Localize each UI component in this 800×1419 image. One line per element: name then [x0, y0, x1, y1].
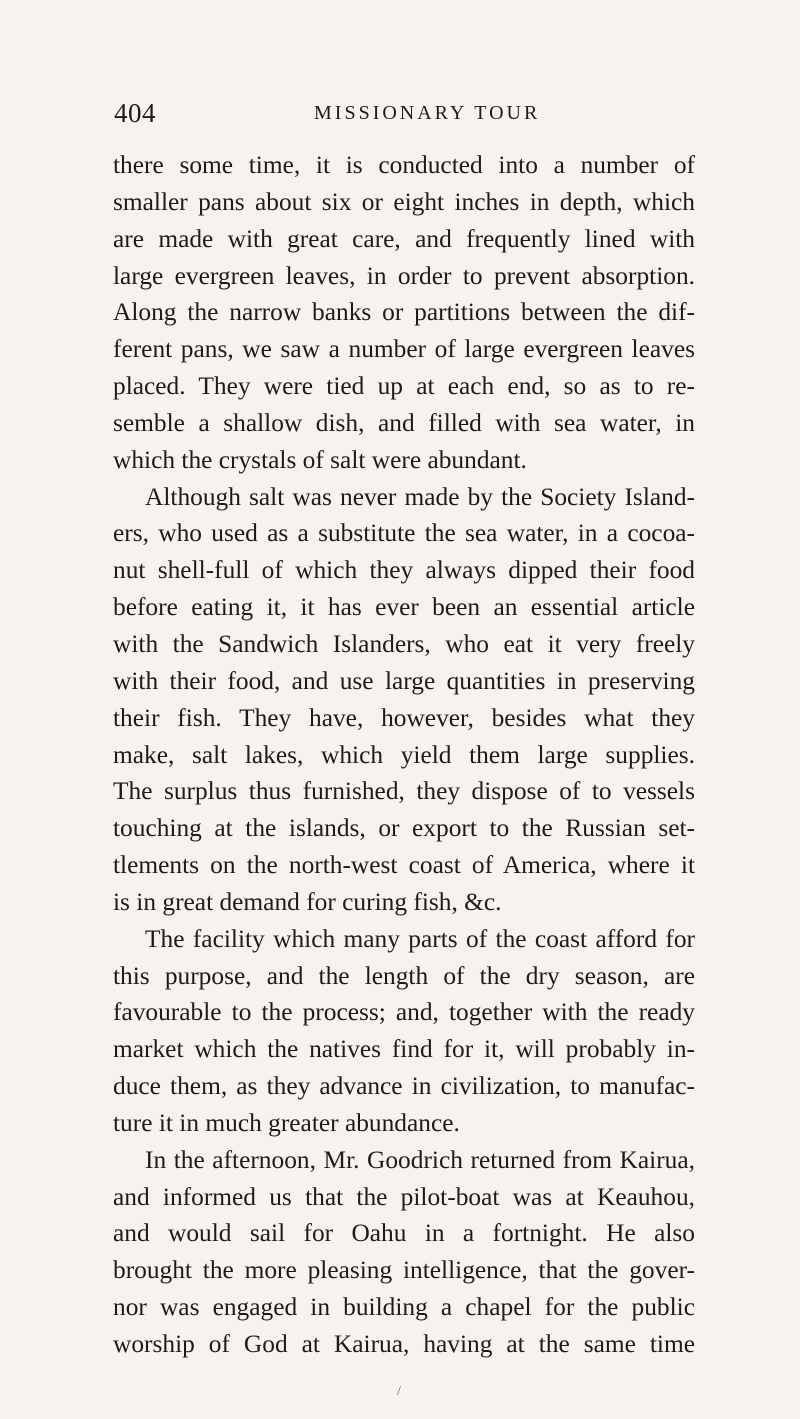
- text-line: favourable to the process; and, together with the ready: [113, 998, 695, 1027]
- text-line: nut shell-full of which they always dipped their food: [113, 556, 695, 585]
- text-line: their fish. They have, however, besides what they: [113, 703, 695, 732]
- text-line: The surplus thus furnished, they dispose of to vessels: [113, 777, 695, 806]
- text-line: there some time, it is conducted into a number of: [113, 151, 695, 179]
- text-line: with their food, and use large quantities in preserving: [113, 666, 695, 695]
- text-line: ferent pans, we saw a number of large evergreen leaves: [113, 335, 695, 364]
- text-line: and informed us that the pilot-boat was at Keauhou,: [113, 1182, 695, 1211]
- text-line: Although salt was never made by the Society Island-: [145, 482, 695, 511]
- text-line: duce them, as they advance in civilization, to manufac-: [113, 1072, 695, 1101]
- text-line: before eating it, it has ever been an essential article: [113, 593, 695, 622]
- text-line: are made with great care, and frequently lined with: [113, 224, 695, 253]
- text-line: with the Sandwich Islanders, who eat it very freely: [113, 629, 695, 658]
- text-line: The facility which many parts of the coast afford for: [145, 924, 695, 953]
- text-line: worship of God at Kairua, having at the same time: [113, 1330, 695, 1358]
- text-line: and would sail for Oahu in a fortnight. He also: [113, 1219, 695, 1248]
- page-header: [114, 98, 694, 138]
- running-head: MISSIONARY TOUR: [314, 102, 541, 124]
- text-line: ture it in much greater abundance.: [113, 1108, 460, 1137]
- text-line: make, salt lakes, which yield them large supplies.: [113, 740, 695, 769]
- text-line: nor was engaged in building a chapel for the public: [113, 1293, 695, 1322]
- text-line: touching at the islands, or export to the Russian set-: [113, 814, 695, 843]
- text-line: which the crystals of salt were abundant.: [113, 445, 527, 474]
- text-line: In the afternoon, Mr. Goodrich returned from Kairua,: [145, 1145, 695, 1174]
- text-line: large evergreen leaves, in order to prevent absorption.: [113, 261, 695, 290]
- footer-mark: /: [397, 1384, 401, 1399]
- text-line: market which the natives find for it, will probably in-: [113, 1035, 695, 1064]
- page-number: 404: [114, 98, 156, 128]
- text-line: this purpose, and the length of the dry season, are: [113, 961, 695, 990]
- text-line: tlements on the north-west coast of America, where it: [113, 851, 695, 880]
- text-line: semble a shallow dish, and filled with sea water, in: [113, 408, 695, 437]
- text-line: ers, who used as a substitute the sea water, in a cocoa-: [113, 519, 695, 548]
- text-line: Along the narrow banks or partitions between the dif-: [113, 298, 695, 327]
- text-line: brought the more pleasing intelligence, that the gover-: [113, 1256, 695, 1285]
- text-line: placed. They were tied up at each end, so as to re-: [113, 372, 695, 401]
- text-line: smaller pans about six or eight inches in depth, which: [113, 187, 695, 216]
- body-text: [113, 147, 695, 1363]
- text-line: is in great demand for curing fish, &c.: [113, 887, 502, 916]
